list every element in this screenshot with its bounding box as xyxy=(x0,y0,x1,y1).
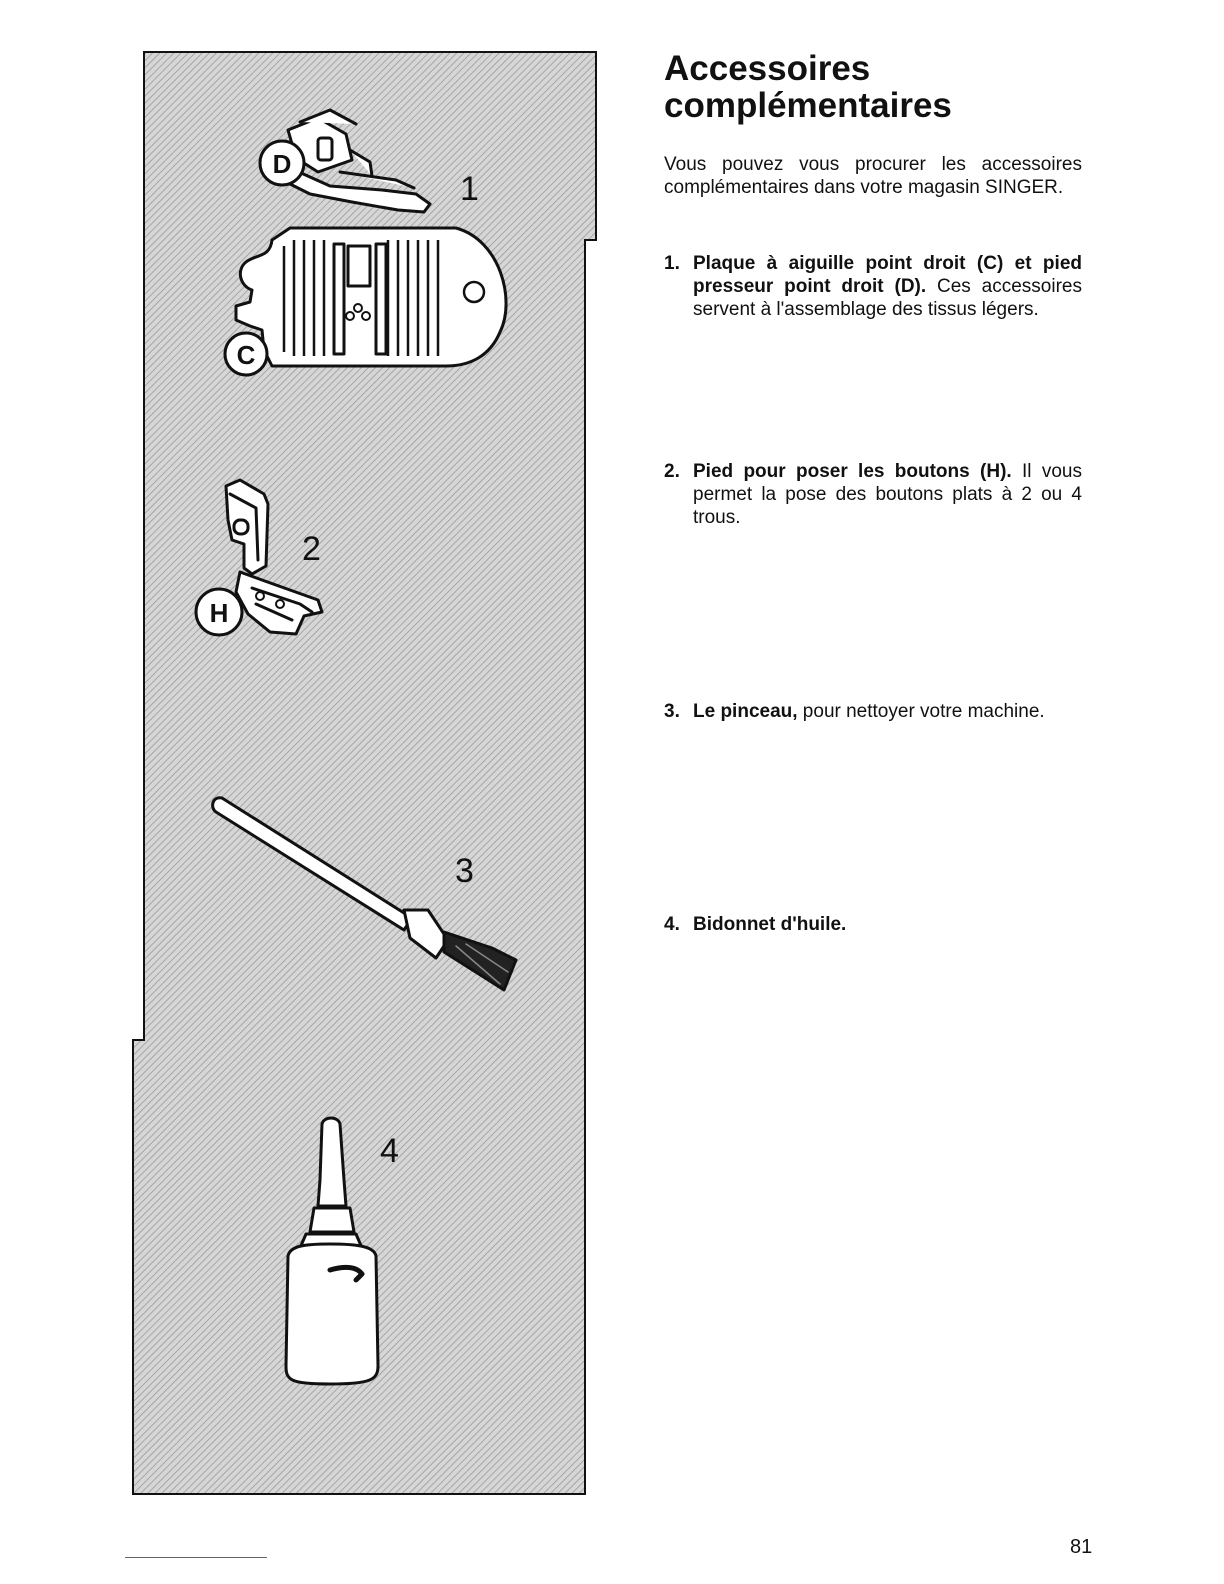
footer-rule xyxy=(125,1557,267,1558)
intro-paragraph: Vous pouvez vous procurer les accessoires complémentaires dans votre magasin SINGER. xyxy=(664,154,1082,198)
callout-number-1: 1 xyxy=(460,170,479,208)
part-label-h-circle xyxy=(196,589,242,635)
list-item-text: pour nettoyer votre machine. xyxy=(797,701,1045,722)
list-item-text: Il vous permet la pose des boutons plats à 2 ou 4 trous. xyxy=(693,461,1082,528)
page-title-line-2: complémentaires xyxy=(664,86,952,125)
list-item-heading: Pied pour poser les boutons (H). xyxy=(693,461,1012,482)
callout-number-2: 2 xyxy=(302,530,321,568)
list-item-number: 2. xyxy=(664,461,680,482)
callout-number-4: 4 xyxy=(380,1132,399,1170)
list-item-heading: Plaque à aiguille point droit (C) et pied presseur point droit (D). xyxy=(693,253,1082,297)
page-title-line-1: Accessoires xyxy=(664,49,871,88)
list-item-2 xyxy=(664,460,1082,529)
list-item-heading: Le pinceau, xyxy=(693,701,798,722)
part-label-c: C xyxy=(236,340,256,370)
part-label-d-circle xyxy=(260,141,304,185)
part-label-h: H xyxy=(209,598,229,628)
part-label-c-circle xyxy=(225,333,267,375)
list-item-1 xyxy=(664,252,1082,321)
page-title xyxy=(664,50,1104,124)
list-item-4 xyxy=(664,913,1082,936)
list-item-number: 4. xyxy=(664,914,680,935)
page-number: 81 xyxy=(1070,1536,1093,1558)
list-item-number: 1. xyxy=(664,253,680,274)
list-item-number: 3. xyxy=(664,701,680,722)
callout-number-3: 3 xyxy=(455,852,474,890)
straight-stitch-needle-plate-drawing xyxy=(236,228,506,366)
list-item-text: Ces accessoires servent à l'assemblage des tissus légers. xyxy=(693,276,1082,320)
list-item-3 xyxy=(664,700,1082,723)
part-label-d: D xyxy=(272,149,292,179)
list-item-heading: Bidonnet d'huile. xyxy=(693,914,847,935)
